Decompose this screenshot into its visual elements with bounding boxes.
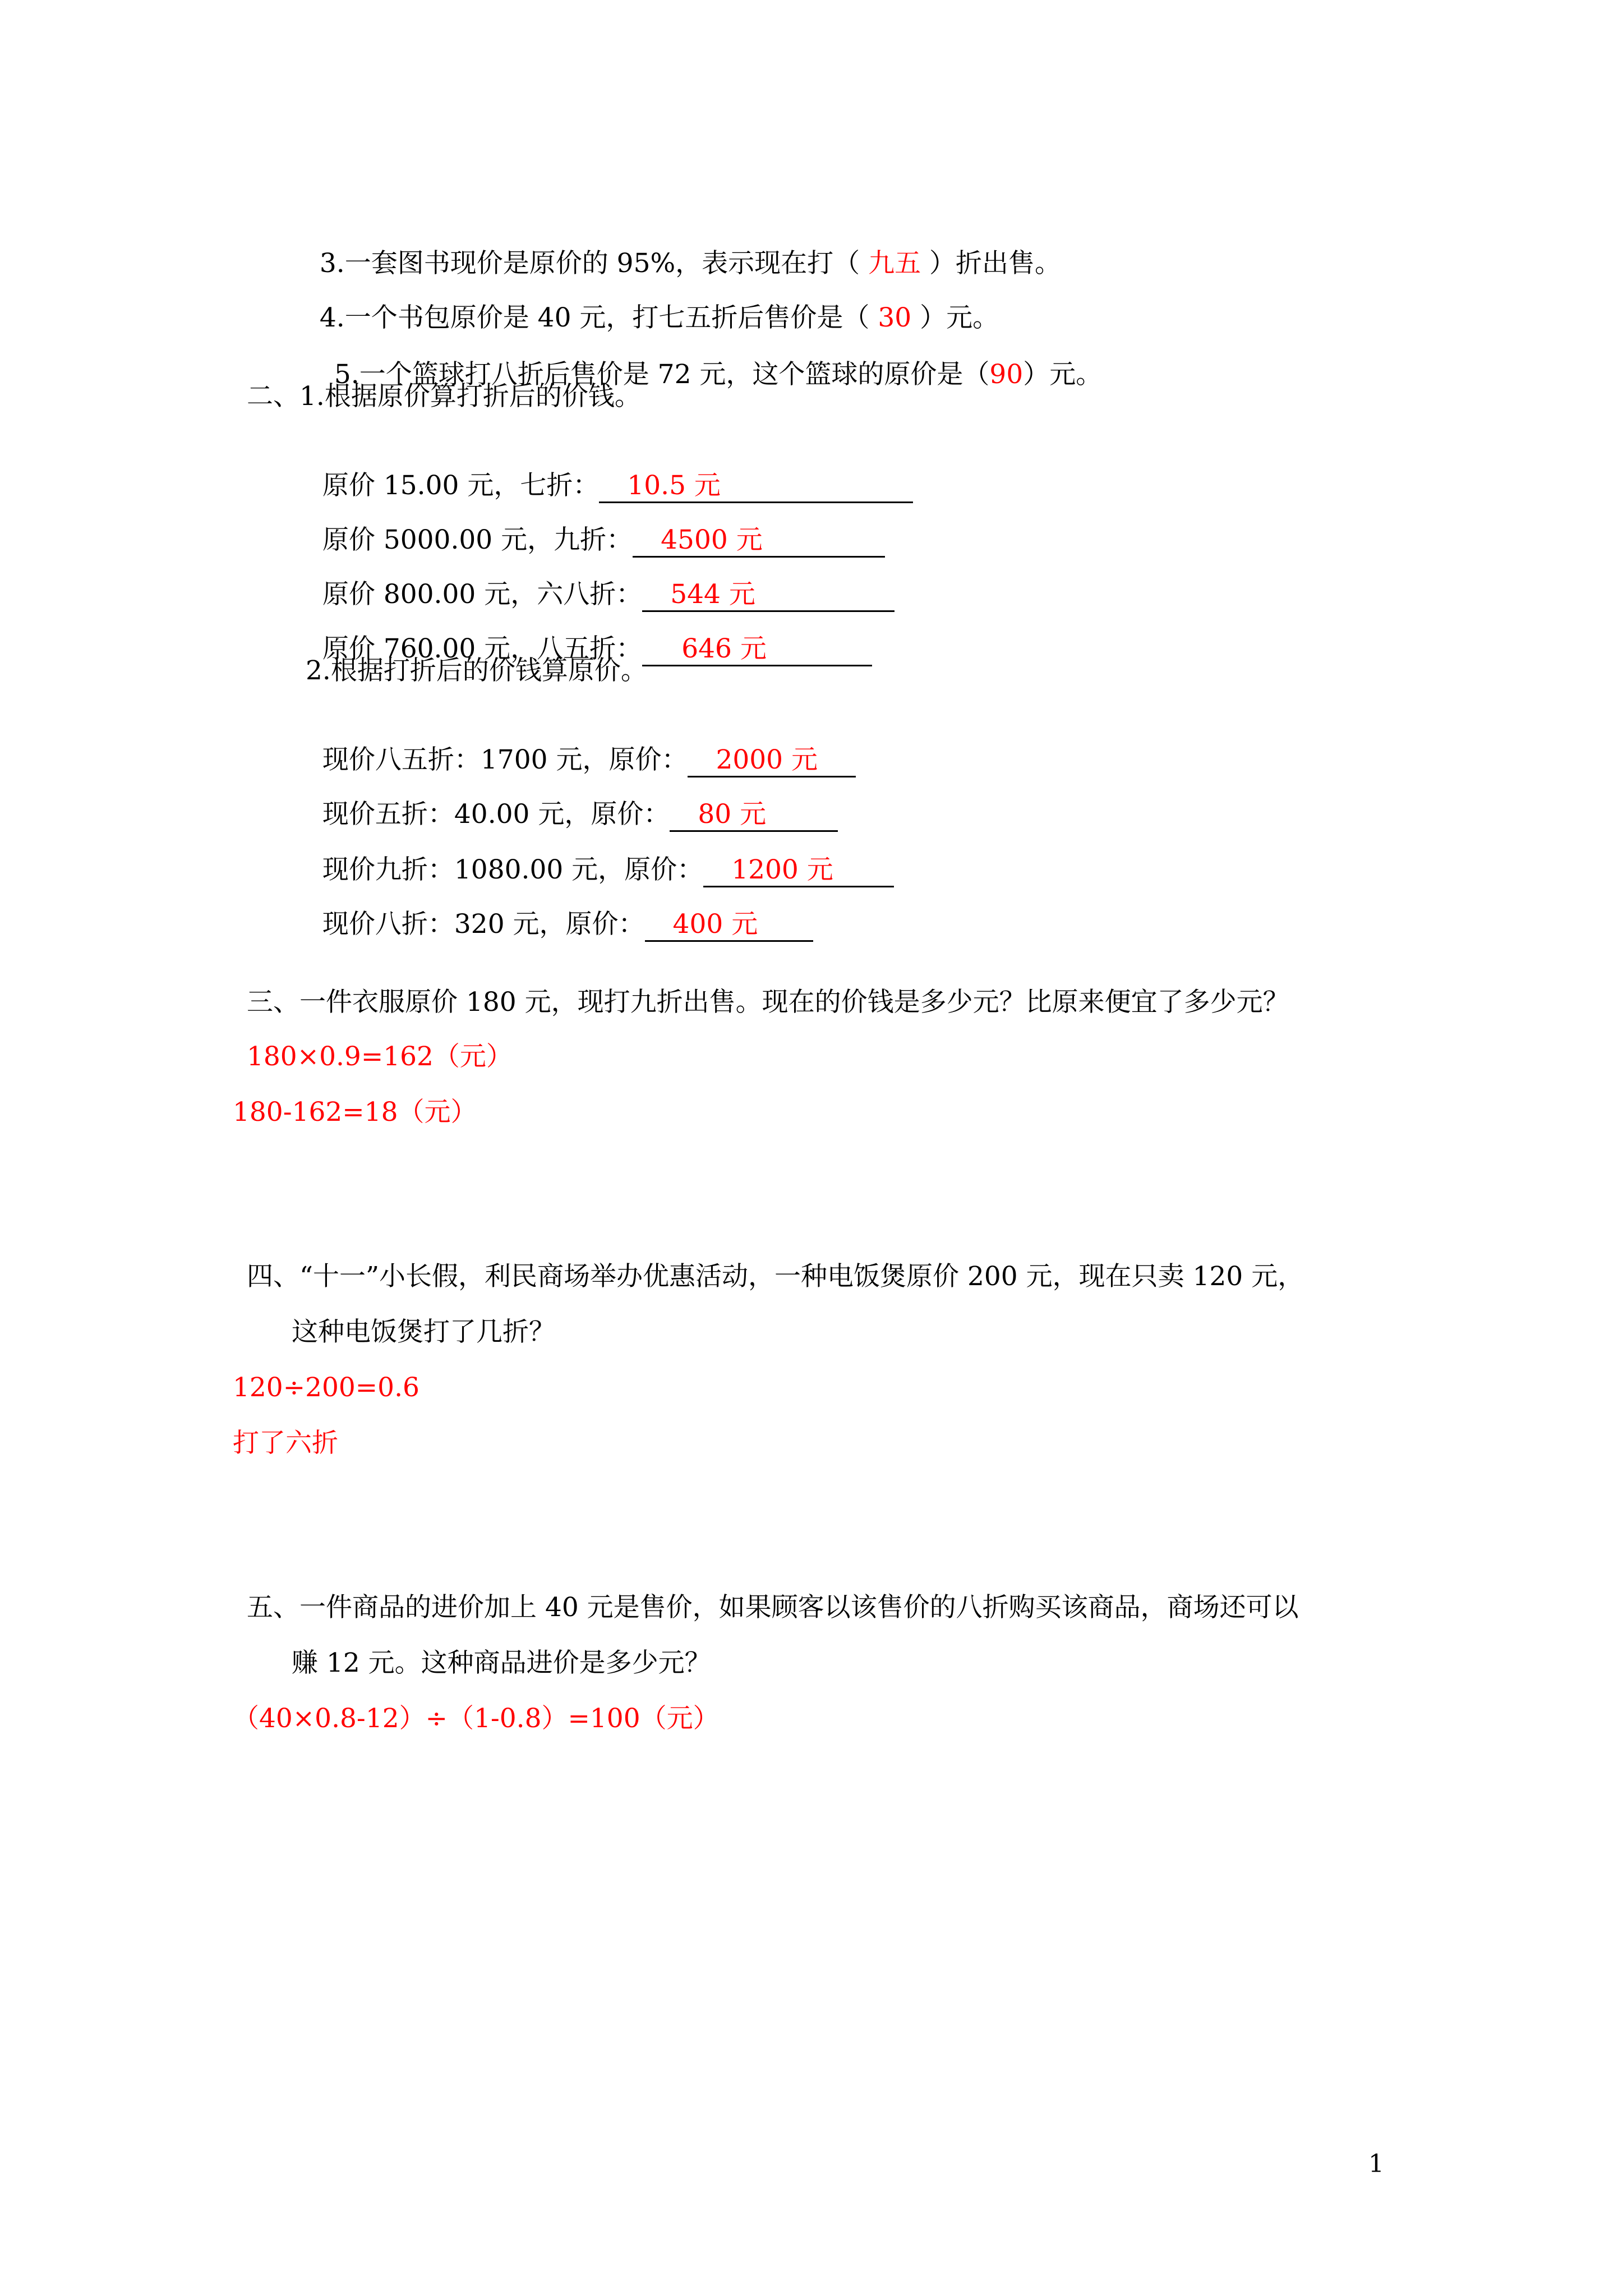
question-part3: 三、一件衣服原价 180 元，现打九折出售。现在的价钱是多少元？比原来便宜了多少元？ [247, 987, 1289, 1018]
calc2-label: 现价九折：1080.00 元，原价： [322, 854, 704, 885]
question-5-answer: 90 [989, 359, 1023, 390]
part3-answer-1: 180×0.9=162（元） [247, 1041, 513, 1072]
calc2-label: 现价八五折：1700 元，原价： [322, 744, 688, 775]
question-part5-line1: 五、一件商品的进价加上 40 元是售价，如果顾客以该售价的八折购买该商品，商场还可以 [247, 1592, 1299, 1623]
question-part4-line2: 这种电饭煲打了几折？ [292, 1317, 555, 1347]
calc2-answer: 80 元 [698, 799, 767, 830]
part2-sub-heading: 2.根据打折后的价钱算原价。 [306, 655, 647, 686]
question-3-answer: 九五 [868, 248, 921, 279]
calc2-label: 现价八折：320 元，原价： [322, 909, 645, 940]
calc2-row-4 [306, 874, 813, 942]
question-part5-line2: 赚 12 元。这种商品进价是多少元？ [292, 1648, 711, 1678]
question-part4-line1: 四、“十一”小长假，利民商场举办优惠活动，一种电饭煲原价 200 元，现在只卖 120 元， [247, 1261, 1304, 1292]
calc1-label: 原价 760.00 元，八五折： [322, 633, 643, 664]
calc2-label: 现价五折：40.00 元，原价： [322, 799, 670, 830]
calc1-answer: 4500 元 [661, 524, 763, 555]
page-number: 1 [1368, 2150, 1384, 2178]
calc2-answer: 400 元 [672, 909, 758, 940]
question-5-text-end: ）元。 [1023, 359, 1103, 390]
calc1-answer: 646 元 [681, 633, 767, 664]
part3-answer-2: 180-162=18（元） [233, 1097, 477, 1128]
calc1-answer: 544 元 [670, 579, 755, 610]
part4-answer-1: 120÷200=0.6 [233, 1372, 419, 1403]
question-4-text: 4.一个书包原价是 40 元，打七五折后售价是（ [319, 302, 878, 333]
part4-answer-2: 打了六折 [233, 1428, 338, 1458]
question-3-text: 3.一套图书现价是原价的 95%，表示现在打（ [319, 248, 869, 279]
calc1-label: 原价 800.00 元，六八折： [322, 579, 643, 610]
question-3-text-end: ）折出售。 [921, 248, 1062, 279]
calc2-answer: 2000 元 [716, 744, 818, 775]
calc1-label: 原价 5000.00 元，九折： [322, 524, 633, 555]
part2-heading: 二、1.根据原价算打折后的价钱。 [247, 381, 641, 412]
question-4-text-end: ）元。 [911, 302, 999, 333]
calc1-answer: 10.5 元 [627, 470, 721, 501]
question-5-text: 5.一个篮球打八折后售价是 72 元，这个篮球的原价是（ [334, 359, 990, 390]
answer-blank [642, 633, 872, 666]
question-4-answer: 30 [878, 302, 912, 333]
part5-answer: （40×0.8-12）÷（1-0.8）=100（元） [233, 1703, 720, 1734]
answer-blank [645, 909, 813, 942]
calc1-label: 原价 15.00 元，七折： [322, 470, 600, 501]
calc2-answer: 1200 元 [731, 854, 833, 885]
